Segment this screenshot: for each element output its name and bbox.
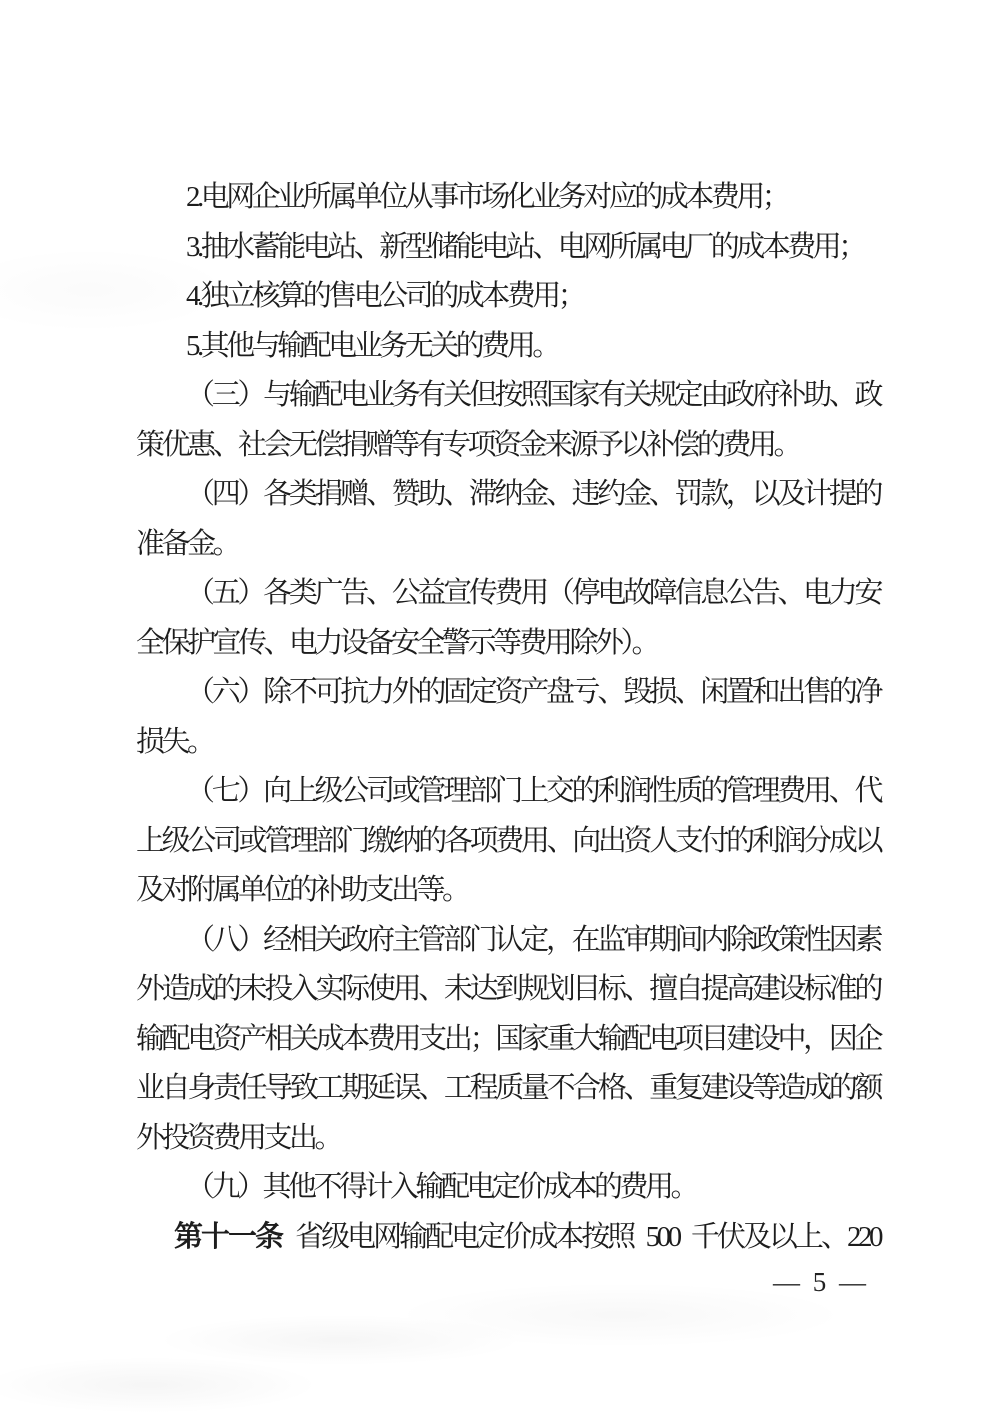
paragraph-line: （五）各类广告、公益宣传费用（停电故障信息公告、电力安 bbox=[186, 577, 880, 609]
paragraph-line: （八）经相关政府主管部门认定，在监审期间内除政策性因素 bbox=[186, 923, 880, 956]
clause-8-paragraph bbox=[136, 916, 880, 1164]
paragraph-line: （九）其他不得计入输配电定价成本的费用。 bbox=[186, 1171, 697, 1203]
paragraph-line: 及对附属单位的补助支出等。 bbox=[136, 874, 468, 906]
clause-4-paragraph bbox=[136, 470, 880, 569]
numbered-item-2 bbox=[136, 173, 880, 223]
paragraph-line: 业自身责任导致工期延误、工程质量不合格、重复建设等造成的额 bbox=[136, 1072, 880, 1104]
paragraph-line: 准备金。 bbox=[136, 527, 239, 560]
article-number: 第十一条 bbox=[174, 1220, 283, 1253]
clause-5-paragraph bbox=[136, 569, 880, 668]
clause-6-paragraph bbox=[136, 668, 880, 767]
paragraph-line: 全保护宣传、电力设备安全警示等费用除外）。 bbox=[136, 626, 658, 659]
list-item-line: 4.独立核算的售电公司的成本费用； bbox=[186, 280, 584, 312]
paragraph-line: 外投资费用支出。 bbox=[136, 1121, 341, 1154]
paragraph-line: 策优惠、社会无偿捐赠等有专项资金来源予以补偿的费用。 bbox=[136, 428, 800, 461]
paragraph-line: （三）与输配电业务有关但按照国家有关规定由政府补助、政 bbox=[186, 379, 880, 411]
paragraph-line bbox=[136, 1213, 880, 1263]
list-item-line: 2.电网企业所属单位从事市场化业务对应的成本费用； bbox=[186, 181, 788, 213]
list-item-line: 5.其他与输配电业务无关的费用。 bbox=[186, 329, 558, 362]
clause-3-paragraph bbox=[136, 371, 880, 470]
paragraph-line: 外造成的未投入实际使用、未达到规划目标、擅自提高建设标准的 bbox=[136, 973, 880, 1005]
page-number: — 5 — bbox=[773, 1267, 868, 1297]
paragraph-line: （六）除不可抗力外的固定资产盘亏、毁损、闲置和出售的净 bbox=[186, 676, 880, 708]
document-body bbox=[136, 173, 880, 1262]
clause-9-paragraph bbox=[136, 1163, 880, 1213]
paragraph-line: 输配电资产相关成本费用支出；国家重大输配电项目建设中，因企 bbox=[136, 1022, 880, 1055]
paragraph-line: （七）向上级公司或管理部门上交的利润性质的管理费用、代 bbox=[186, 775, 880, 807]
paragraph-line: （四）各类捐赠、赞助、滞纳金、违约金、罚款，以及计提的 bbox=[186, 478, 880, 510]
clause-7-paragraph bbox=[136, 767, 880, 916]
article-11-paragraph bbox=[136, 1213, 880, 1263]
article-text: 省级电网输配电定价成本按照 500 千伏及以上、220 bbox=[295, 1220, 880, 1253]
numbered-item-3 bbox=[136, 223, 880, 273]
numbered-item-5 bbox=[136, 322, 880, 372]
numbered-item-4 bbox=[136, 272, 880, 322]
list-item-line: 3.抽水蓄能电站、新型储能电站、电网所属电厂的成本费用； bbox=[186, 230, 864, 263]
paragraph-line: 损失。 bbox=[136, 725, 213, 758]
paragraph-line: 上级公司或管理部门缴纳的各项费用、向出资人支付的利润分成以 bbox=[136, 824, 880, 857]
